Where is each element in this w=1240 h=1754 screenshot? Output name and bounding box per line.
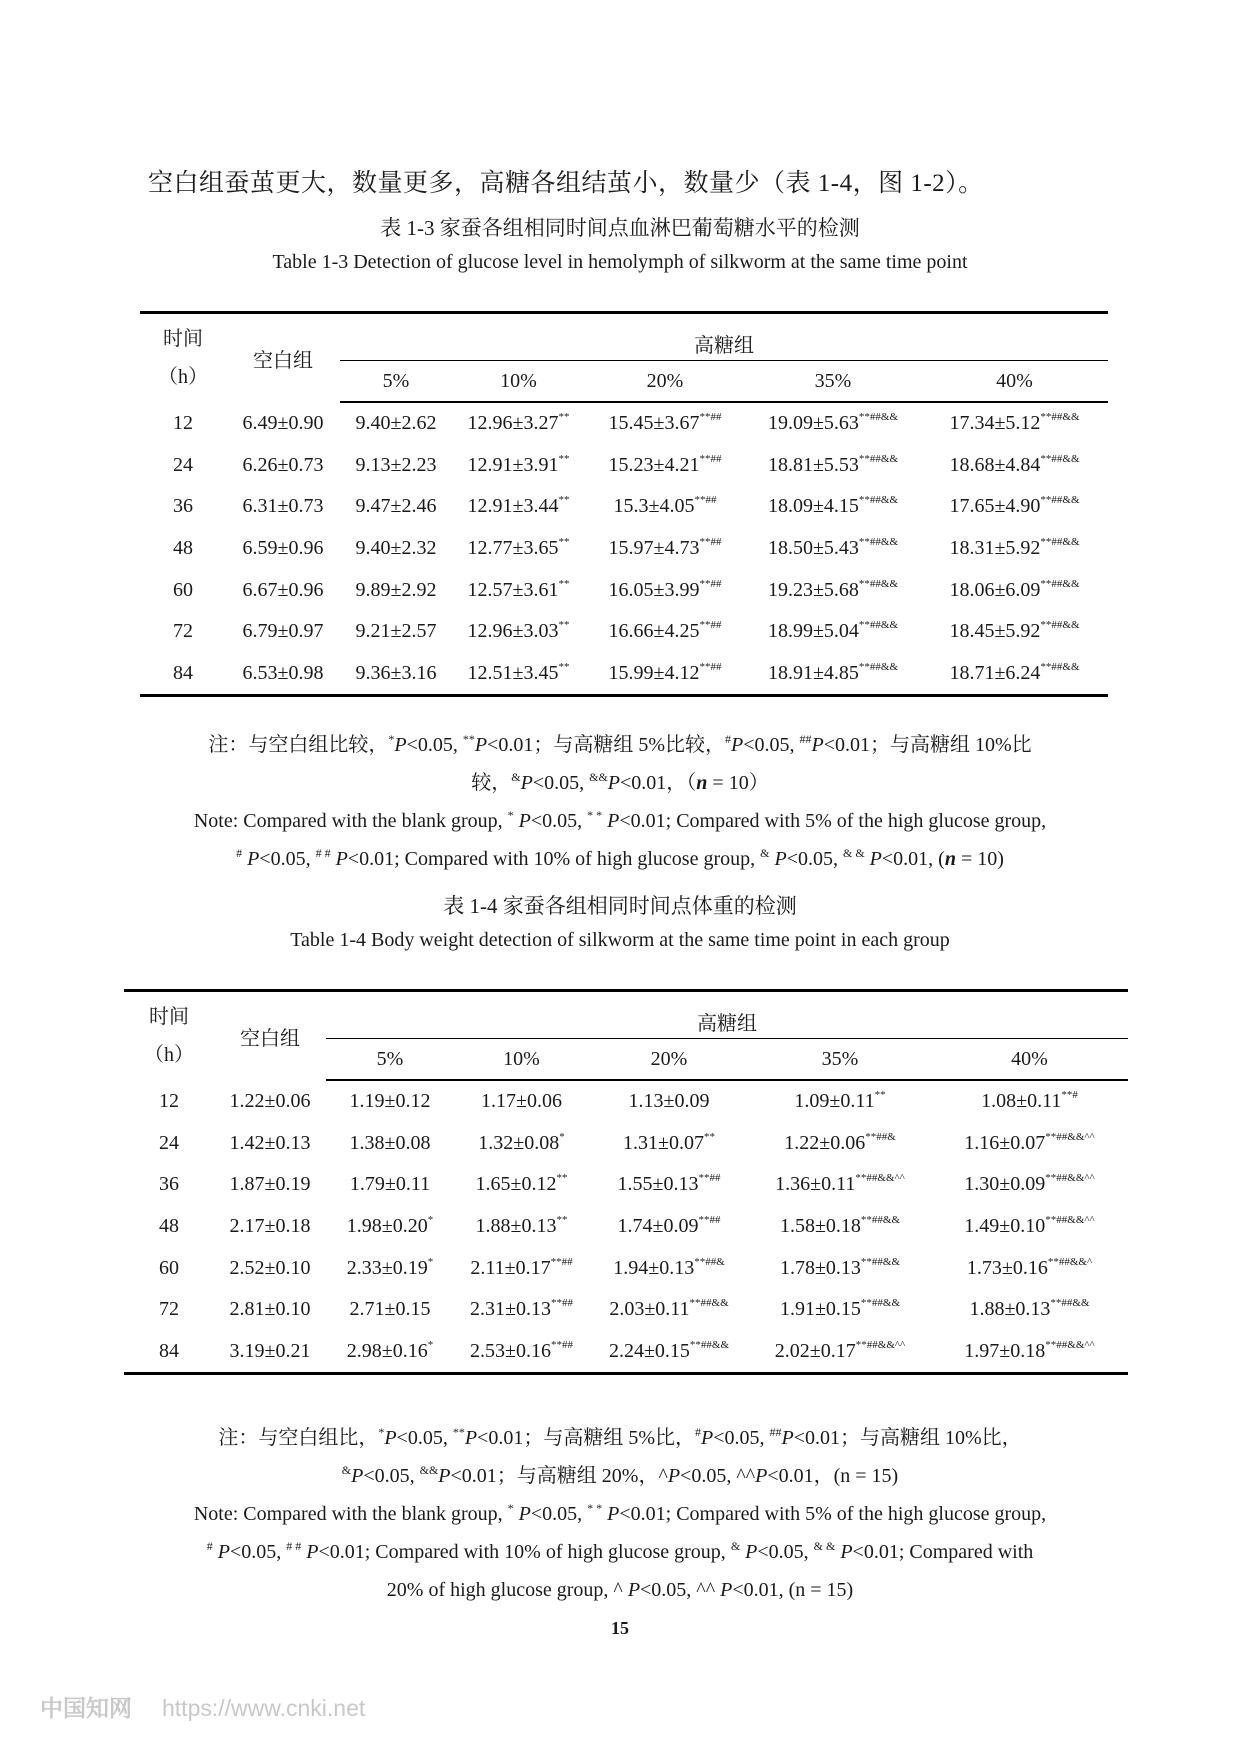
table-1-4-note-en — [0, 1495, 1240, 1609]
glucose-table-body — [140, 402, 1108, 696]
table-row — [124, 1080, 1128, 1123]
mean-sd-value: 1.13±0.09 — [628, 1090, 710, 1113]
value-cell — [326, 1289, 454, 1331]
table-row — [140, 445, 1108, 487]
value-cell — [454, 1080, 589, 1123]
significance-marker: **## — [698, 1172, 721, 1185]
note-en-line-1: Note: Compared with the blank group, * P<0.05, * * P<0.01; Compared with 5% of the high glucose group, — [193, 1501, 1047, 1525]
significance-marker: **##&& — [860, 1255, 901, 1268]
mean-sd-value: 15.23±4.21 — [608, 453, 700, 476]
significance-marker: **##&& — [858, 660, 899, 673]
value-cell — [749, 1331, 931, 1374]
significance-marker: **##&& — [858, 577, 899, 590]
significance-marker: **##&& — [860, 1214, 901, 1227]
value-cell — [931, 1206, 1128, 1248]
mean-sd-value: 2.24±0.15 — [608, 1339, 690, 1362]
significance-marker: ** — [558, 452, 570, 465]
significance-marker: **##&& — [1040, 494, 1080, 507]
mean-sd-value: 15.97±4.73 — [608, 537, 700, 560]
mean-sd-value: 15.45±3.67 — [608, 412, 700, 435]
note-cn-line-2: &P<0.05, &&P<0.01；与高糖组 20%，^P<0.05, ^^P<0.01，(n = 15) — [341, 1463, 899, 1487]
time-cell: 84 — [124, 1331, 214, 1374]
value-cell — [585, 569, 745, 611]
value-cell — [745, 569, 921, 611]
value-cell — [585, 402, 745, 445]
mean-sd-value: 18.45±5.92 — [949, 620, 1041, 643]
time-cell: 36 — [159, 1173, 179, 1196]
significance-marker: **##&& — [689, 1297, 729, 1310]
mean-sd-value: 2.52±0.10 — [229, 1256, 311, 1279]
high-glucose-group-header: 高糖组 — [340, 313, 1108, 361]
mean-sd-value: 2.98±0.16 — [346, 1339, 428, 1362]
value-cell — [589, 1123, 749, 1165]
table-row — [124, 1164, 1128, 1206]
value-cell — [745, 611, 921, 653]
mean-sd-value: 16.66±4.25 — [608, 620, 700, 643]
subheader-20pct: 20% — [589, 1039, 749, 1081]
significance-marker: **## — [550, 1297, 573, 1310]
table-row — [140, 486, 1108, 528]
mean-sd-value: 17.65±4.90 — [949, 495, 1041, 518]
mean-sd-value: 2.71±0.15 — [349, 1298, 431, 1321]
value-cell — [585, 445, 745, 487]
mean-sd-value: 1.38±0.08 — [349, 1131, 431, 1154]
significance-marker: **##&& — [860, 1297, 901, 1310]
mean-sd-value: 12.91±3.91 — [467, 453, 559, 476]
high-glucose-group-header: 高糖组 — [326, 991, 1128, 1039]
time-cell: 12 — [173, 411, 193, 434]
value-cell — [921, 402, 1108, 445]
value-cell — [340, 569, 452, 611]
mean-sd-value: 6.49±0.90 — [242, 411, 324, 434]
value-cell — [585, 486, 745, 528]
value-cell — [452, 569, 585, 611]
mean-sd-value: 1.17±0.06 — [481, 1090, 562, 1113]
value-cell — [921, 569, 1108, 611]
significance-marker: **##&& — [1040, 411, 1080, 424]
mean-sd-value: 1.58±0.18 — [779, 1215, 861, 1238]
value-cell — [214, 1164, 326, 1206]
subheader-20pct: 20% — [585, 361, 745, 403]
mean-sd-value: 17.34±5.12 — [949, 412, 1041, 435]
body-weight-table-body — [124, 1080, 1128, 1374]
value-cell — [226, 611, 340, 653]
mean-sd-value: 6.53±0.98 — [242, 661, 324, 684]
significance-marker: **## — [699, 452, 722, 465]
significance-marker: ** — [558, 660, 570, 673]
mean-sd-value: 1.94±0.13 — [613, 1256, 695, 1279]
mean-sd-value: 9.21±2.57 — [355, 620, 437, 643]
note-en-line-2: # P<0.05, # # P<0.01; Compared with 10% of high glucose group, & P<0.05, & & P<0.01; Compared with — [206, 1539, 1034, 1563]
value-cell — [454, 1123, 589, 1165]
mean-sd-value: 9.13±2.23 — [355, 453, 437, 476]
value-cell — [326, 1080, 454, 1123]
value-cell — [749, 1080, 931, 1123]
subheader-35pct: 35% — [745, 361, 921, 403]
value-cell — [214, 1289, 326, 1331]
mean-sd-value: 1.42±0.13 — [229, 1131, 311, 1154]
time-cell: 48 — [159, 1215, 179, 1238]
significance-marker: ** — [558, 577, 570, 590]
value-cell — [745, 486, 921, 528]
mean-sd-value: 1.55±0.13 — [617, 1173, 699, 1196]
significance-marker: **##&&^^ — [1045, 1172, 1095, 1185]
table-1-4-caption-cn: 表 1-4 家蚕各组相同时间点体重的检测 — [443, 894, 797, 918]
significance-marker: ** — [558, 536, 570, 549]
note-cn-line-1: 注：与空白组比，*P<0.05, **P<0.01；与高糖组 5%比，#P<0.05, ##P<0.01；与高糖组 10%比， — [218, 1425, 1022, 1449]
value-cell — [589, 1331, 749, 1374]
value-cell — [326, 1331, 454, 1374]
time-cell: 48 — [173, 537, 193, 560]
value-cell — [454, 1206, 589, 1248]
table-1-3-caption-cn: 表 1-3 家蚕各组相同时间点血淋巴葡萄糖水平的检测 — [380, 216, 860, 240]
significance-marker: **##&& — [1040, 660, 1080, 673]
mean-sd-value: 1.79±0.11 — [349, 1173, 431, 1196]
time-header-unit: （h） — [144, 1044, 194, 1066]
value-cell — [454, 1289, 589, 1331]
mean-sd-value: 1.74±0.09 — [617, 1215, 699, 1238]
value-cell — [931, 1289, 1128, 1331]
significance-marker: **## — [694, 494, 717, 507]
value-cell — [452, 611, 585, 653]
time-cell: 36 — [173, 495, 193, 518]
mean-sd-value: 18.99±5.04 — [767, 620, 859, 643]
value-cell — [931, 1123, 1128, 1165]
table-1-3-note-en — [0, 802, 1240, 878]
value-cell — [921, 486, 1108, 528]
mean-sd-value: 2.33±0.19 — [346, 1256, 428, 1279]
value-cell — [585, 611, 745, 653]
subheader-5pct: 5% — [340, 361, 452, 403]
mean-sd-value: 1.22±0.06 — [229, 1089, 311, 1112]
value-cell — [931, 1247, 1128, 1289]
value-cell — [340, 611, 452, 653]
subheader-10pct: 10% — [454, 1039, 589, 1081]
significance-marker: ** — [874, 1089, 886, 1102]
value-cell — [340, 402, 452, 445]
value-cell — [340, 528, 452, 570]
value-cell — [921, 445, 1108, 487]
time-cell: 72 — [159, 1298, 179, 1321]
value-cell — [745, 528, 921, 570]
significance-marker: **##&&^^ — [1045, 1214, 1095, 1227]
mean-sd-value: 2.81±0.10 — [229, 1298, 311, 1321]
mean-sd-value: 12.57±3.61 — [467, 578, 559, 601]
mean-sd-value: 2.17±0.18 — [229, 1215, 311, 1238]
table-row — [140, 402, 1108, 445]
value-cell — [452, 528, 585, 570]
note-en-line-1: Note: Compared with the blank group, * P<0.05, * * P<0.01; Compared with 5% of the high glucose group, — [193, 808, 1047, 832]
mean-sd-value: 3.19±0.21 — [229, 1339, 311, 1362]
subheader-10pct: 10% — [452, 361, 585, 403]
significance-marker: **##&& — [1040, 619, 1080, 632]
mean-sd-value: 2.03±0.11 — [609, 1298, 690, 1321]
mean-sd-value: 1.88±0.13 — [475, 1215, 557, 1238]
significance-marker: **##&& — [1040, 452, 1080, 465]
value-cell — [585, 528, 745, 570]
significance-marker: **##&&^^ — [1045, 1338, 1095, 1351]
value-cell — [931, 1080, 1128, 1123]
significance-marker: **##&&^^ — [855, 1338, 906, 1351]
mean-sd-value: 2.11±0.17 — [470, 1256, 551, 1279]
table-row — [124, 1206, 1128, 1248]
value-cell — [745, 402, 921, 445]
value-cell — [921, 653, 1108, 696]
mean-sd-value: 15.99±4.12 — [608, 661, 700, 684]
mean-sd-value: 1.08±0.11 — [981, 1090, 1062, 1113]
significance-marker: **##&& — [858, 536, 899, 549]
mean-sd-value: 1.73±0.16 — [966, 1256, 1048, 1279]
value-cell — [921, 528, 1108, 570]
mean-sd-value: 16.05±3.99 — [608, 578, 700, 601]
mean-sd-value: 1.88±0.13 — [969, 1298, 1051, 1321]
value-cell — [226, 569, 340, 611]
mean-sd-value: 1.65±0.12 — [475, 1173, 557, 1196]
note-cn-line-1: 注：与空白组比较，*P<0.05, **P<0.01；与高糖组 5%比较，#P<0.05, ##P<0.01；与高糖组 10%比 — [208, 732, 1032, 756]
significance-marker: **## — [699, 411, 722, 424]
value-cell — [454, 1247, 589, 1289]
significance-marker: ** — [556, 1172, 568, 1185]
value-cell — [589, 1247, 749, 1289]
significance-marker: **# — [1061, 1089, 1078, 1102]
table-row — [140, 569, 1108, 611]
table-1-4-note-cn — [0, 1419, 1240, 1495]
mean-sd-value: 1.78±0.13 — [779, 1256, 861, 1279]
significance-marker: **##&&^^ — [855, 1172, 905, 1185]
mean-sd-value: 18.91±4.85 — [767, 661, 859, 684]
mean-sd-value: 15.3±4.05 — [613, 495, 695, 518]
value-cell — [214, 1080, 326, 1123]
time-cell: 60 — [159, 1256, 179, 1279]
significance-marker: ** — [556, 1214, 568, 1227]
time-cell: 24 — [173, 453, 193, 476]
value-cell — [749, 1123, 931, 1165]
mean-sd-value: 6.59±0.96 — [242, 537, 324, 560]
significance-marker: **## — [699, 577, 722, 590]
significance-marker: ** — [558, 619, 570, 632]
significance-marker: **## — [699, 660, 722, 673]
mean-sd-value: 2.53±0.16 — [470, 1339, 551, 1362]
mean-sd-value: 1.32±0.08 — [478, 1131, 560, 1154]
mean-sd-value: 19.09±5.63 — [767, 412, 859, 435]
mean-sd-value: 1.31±0.07 — [623, 1131, 704, 1154]
mean-sd-value: 1.16±0.07 — [964, 1131, 1046, 1154]
significance-marker: **##&& — [858, 619, 899, 632]
mean-sd-value: 2.02±0.17 — [774, 1339, 856, 1362]
value-cell — [589, 1206, 749, 1248]
body-weight-table — [124, 989, 1128, 1375]
mean-sd-value: 2.31±0.13 — [470, 1298, 551, 1321]
mean-sd-value: 6.31±0.73 — [242, 495, 324, 518]
significance-marker: **##& — [865, 1130, 896, 1143]
value-cell — [749, 1289, 931, 1331]
significance-marker: * — [427, 1338, 434, 1351]
value-cell — [745, 653, 921, 696]
value-cell — [452, 402, 585, 445]
mean-sd-value: 9.89±2.92 — [355, 578, 437, 601]
mean-sd-value: 6.79±0.97 — [242, 620, 324, 643]
mean-sd-value: 19.23±5.68 — [767, 578, 859, 601]
value-cell — [326, 1123, 454, 1165]
note-en-line-2: # P<0.05, # # P<0.01; Compared with 10% of high glucose group, & P<0.05, & & P<0.01, (n = 10) — [236, 846, 1004, 870]
time-header — [140, 313, 226, 403]
table-row — [140, 528, 1108, 570]
mean-sd-value: 18.71±6.24 — [949, 661, 1041, 684]
mean-sd-value: 1.36±0.11 — [775, 1173, 856, 1196]
mean-sd-value: 1.98±0.20 — [346, 1215, 428, 1238]
table-1-3-caption-en: Table 1-3 Detection of glucose level in hemolymph of silkworm at the same time point — [272, 251, 968, 273]
significance-marker: **##&& — [689, 1338, 730, 1351]
value-cell — [589, 1289, 749, 1331]
value-cell — [226, 445, 340, 487]
mean-sd-value: 6.67±0.96 — [242, 578, 324, 601]
significance-marker: * — [427, 1255, 434, 1268]
value-cell — [749, 1206, 931, 1248]
mean-sd-value: 1.91±0.15 — [779, 1298, 861, 1321]
cnki-logo: 中国知网 — [40, 1695, 132, 1721]
watermark — [40, 1690, 365, 1723]
mean-sd-value: 12.77±3.65 — [467, 537, 559, 560]
significance-marker: * — [427, 1214, 434, 1227]
value-cell — [226, 528, 340, 570]
value-cell — [931, 1164, 1128, 1206]
time-cell: 12 — [159, 1089, 179, 1112]
value-cell — [589, 1164, 749, 1206]
significance-marker: ** — [558, 411, 570, 424]
mean-sd-value: 9.40±2.62 — [355, 412, 437, 435]
value-cell — [214, 1206, 326, 1248]
value-cell — [226, 486, 340, 528]
value-cell — [326, 1164, 454, 1206]
time-cell: 84 — [140, 653, 226, 696]
significance-marker: **##&& — [858, 452, 899, 465]
value-cell — [214, 1123, 326, 1165]
table-row — [124, 1331, 1128, 1374]
significance-marker: * — [559, 1130, 565, 1143]
time-header-label: 时间 — [163, 328, 203, 350]
value-cell — [340, 486, 452, 528]
subheader-40pct: 40% — [921, 361, 1108, 403]
mean-sd-value: 12.96±3.27 — [467, 412, 559, 435]
mean-sd-value: 18.31±5.92 — [949, 537, 1041, 560]
significance-marker: **## — [698, 1214, 721, 1227]
significance-marker: **## — [699, 619, 722, 632]
table-1-4-caption-en: Table 1-4 Body weight detection of silkworm at the same time point in each group — [290, 929, 950, 951]
mean-sd-value: 1.22±0.06 — [784, 1131, 866, 1154]
value-cell — [749, 1164, 931, 1206]
value-cell — [226, 653, 340, 696]
value-cell — [214, 1247, 326, 1289]
value-cell — [745, 445, 921, 487]
intro-paragraph: 空白组蚕茧更大，数量更多，高糖各组结茧小，数量少（表 1-4，图 1-2）。 — [148, 170, 984, 197]
subheader-40pct: 40% — [931, 1039, 1128, 1081]
blank-group-header: 空白组 — [226, 313, 340, 403]
significance-marker: **##&& — [1040, 536, 1080, 549]
mean-sd-value: 9.36±3.16 — [355, 661, 437, 684]
mean-sd-value: 18.09±4.15 — [767, 495, 859, 518]
value-cell — [326, 1206, 454, 1248]
mean-sd-value: 12.96±3.03 — [467, 620, 559, 643]
value-cell — [921, 611, 1108, 653]
note-cn-line-2: 较，&P<0.05, &&P<0.01，（n = 10） — [471, 770, 769, 794]
time-cell: 24 — [159, 1131, 179, 1154]
page-number: 15 — [611, 1618, 629, 1638]
mean-sd-value: 1.49±0.10 — [964, 1215, 1046, 1238]
significance-marker: ** — [558, 494, 570, 507]
mean-sd-value: 18.50±5.43 — [767, 537, 859, 560]
table-row — [124, 1247, 1128, 1289]
significance-marker: **##&& — [858, 494, 899, 507]
mean-sd-value: 18.68±4.84 — [949, 453, 1041, 476]
table-row — [140, 611, 1108, 653]
significance-marker: **## — [699, 536, 722, 549]
significance-marker: **##& — [694, 1255, 725, 1268]
mean-sd-value: 1.09±0.11 — [794, 1090, 875, 1113]
note-en-line-3: 20% of high glucose group, ^ P<0.05, ^^ P<0.01, (n = 15) — [386, 1579, 854, 1601]
significance-marker: ** — [703, 1130, 715, 1143]
watermark-url: https://www.cnki.net — [162, 1695, 366, 1721]
mean-sd-value: 12.91±3.44 — [467, 495, 559, 518]
blank-group-header: 空白组 — [214, 991, 326, 1081]
significance-marker: **## — [550, 1338, 573, 1351]
value-cell — [931, 1331, 1128, 1374]
mean-sd-value: 9.47±2.46 — [355, 495, 437, 518]
value-cell — [326, 1247, 454, 1289]
value-cell — [340, 445, 452, 487]
mean-sd-value: 12.51±3.45 — [467, 661, 559, 684]
time-header-label: 时间 — [149, 1006, 189, 1028]
table-1-3-note-cn — [0, 726, 1240, 802]
time-cell: 72 — [173, 620, 193, 643]
value-cell — [452, 486, 585, 528]
value-cell — [585, 653, 745, 696]
mean-sd-value: 9.40±2.32 — [355, 537, 437, 560]
subheader-5pct: 5% — [326, 1039, 454, 1081]
value-cell — [340, 653, 452, 696]
subheader-35pct: 35% — [749, 1039, 931, 1081]
mean-sd-value: 1.97±0.18 — [964, 1339, 1046, 1362]
value-cell — [226, 402, 340, 445]
value-cell — [454, 1164, 589, 1206]
significance-marker: **##&& — [858, 411, 899, 424]
table-row — [124, 1289, 1128, 1331]
value-cell — [452, 445, 585, 487]
value-cell — [452, 653, 585, 696]
significance-marker: **##&& — [1040, 577, 1080, 590]
table-row — [124, 1123, 1128, 1165]
significance-marker: **##&&^^ — [1045, 1130, 1095, 1143]
glucose-table — [140, 311, 1108, 697]
significance-marker: **##&&^ — [1047, 1255, 1093, 1268]
time-header-unit: （h） — [158, 366, 208, 388]
value-cell — [749, 1247, 931, 1289]
significance-marker: **## — [550, 1255, 573, 1268]
mean-sd-value: 18.06±6.09 — [949, 578, 1041, 601]
mean-sd-value: 1.30±0.09 — [964, 1173, 1046, 1196]
mean-sd-value: 1.19±0.12 — [349, 1090, 431, 1113]
table-row — [140, 653, 1108, 696]
value-cell — [589, 1080, 749, 1123]
mean-sd-value: 6.26±0.73 — [242, 453, 324, 476]
significance-marker: **##&& — [1050, 1297, 1090, 1310]
value-cell — [454, 1331, 589, 1374]
mean-sd-value: 18.81±5.53 — [767, 453, 859, 476]
value-cell — [214, 1331, 326, 1374]
mean-sd-value: 1.87±0.19 — [229, 1173, 311, 1196]
time-header — [124, 991, 214, 1081]
time-cell: 60 — [173, 578, 193, 601]
